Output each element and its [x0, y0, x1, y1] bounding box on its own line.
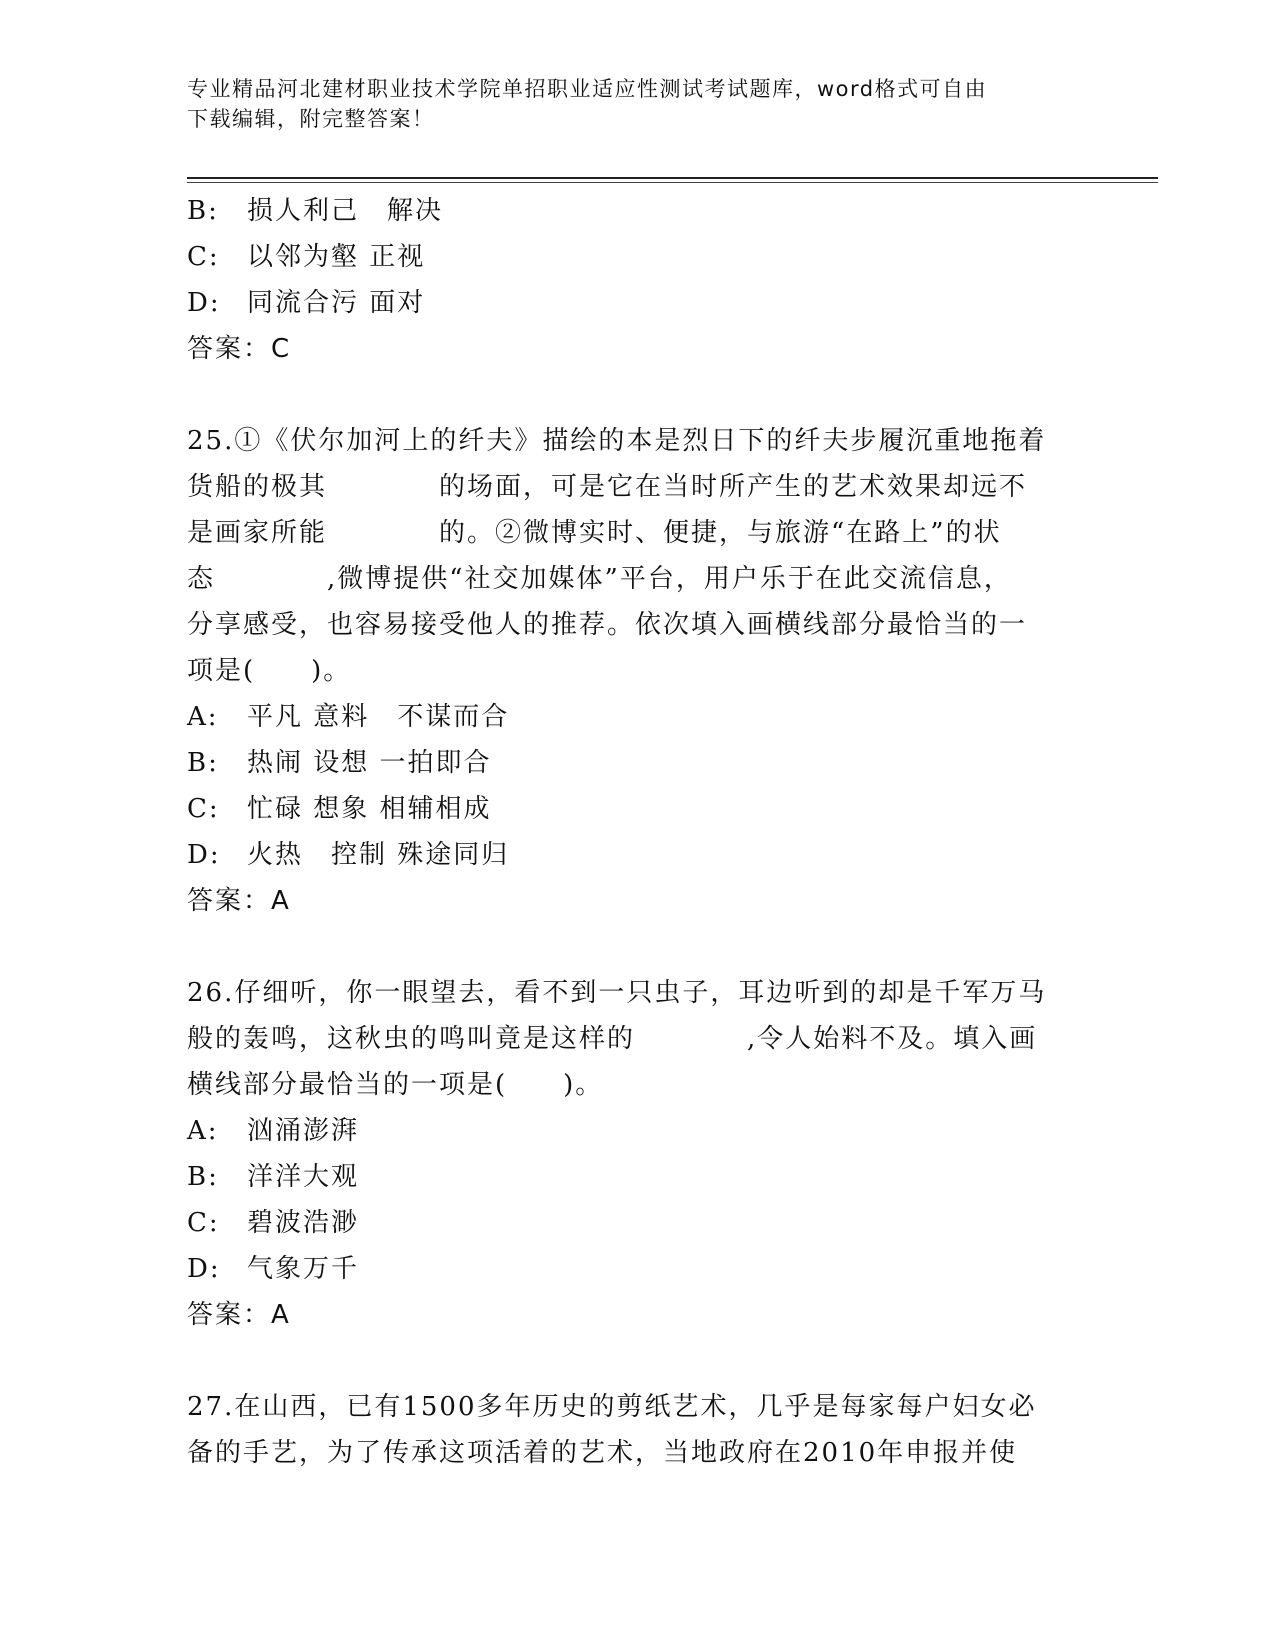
option-text: 汹涌澎湃	[247, 1116, 360, 1146]
option-text: 洋洋大观	[247, 1162, 360, 1192]
option-b	[187, 740, 1087, 786]
option-d	[187, 1246, 1087, 1292]
option-letter: A:	[187, 702, 219, 732]
option-text: 同流合污 面对	[247, 288, 426, 318]
header-divider-thin	[187, 182, 1158, 183]
answer-line: 答案：A	[187, 1300, 291, 1330]
option-letter: D:	[187, 840, 221, 870]
option-a	[187, 694, 1087, 740]
question-text-line: 27.在山西，已有1500多年历史的剪纸艺术，几乎是每家每户妇女必	[187, 1392, 1037, 1422]
option-d	[187, 280, 1087, 326]
option-text: 热闹 设想 一拍即合	[247, 748, 492, 778]
option-letter: D:	[187, 1254, 221, 1284]
header-divider	[187, 177, 1158, 179]
answer-line: 答案：A	[187, 886, 291, 916]
spacer	[187, 1338, 1087, 1384]
spacer	[187, 372, 1087, 418]
option-letter: B:	[187, 748, 219, 778]
option-text: 忙碌 想象 相辅相成	[247, 794, 492, 824]
question-content	[187, 188, 1087, 1476]
question-text-line: 横线部分最恰当的一项是( )。	[187, 1070, 604, 1100]
question-text-line: 分享感受，也容易接受他人的推荐。依次填入画横线部分最恰当的一	[187, 610, 1028, 640]
spacer	[187, 924, 1087, 970]
option-c	[187, 234, 1087, 280]
question-text-line: 26.仔细听，你一眼望去，看不到一只虫子，耳边听到的却是千军万马	[187, 978, 1047, 1008]
option-letter: C:	[187, 1208, 220, 1238]
option-text: 碧波浩渺	[247, 1208, 360, 1238]
question-text-line: 备的手艺，为了传承这项活着的艺术，当地政府在2010年申报并使	[187, 1438, 1018, 1468]
question-text-line: 项是( )。	[187, 656, 352, 686]
option-letter: C:	[187, 794, 220, 824]
option-text: 平凡 意料 不谋而合	[247, 702, 510, 732]
option-letter: A:	[187, 1116, 219, 1146]
option-letter: B:	[187, 196, 219, 226]
option-letter: B:	[187, 1162, 219, 1192]
option-c	[187, 1200, 1087, 1246]
option-d	[187, 832, 1087, 878]
question-text-line: 态 ,微博提供“社交加媒体”平台，用户乐于在此交流信息，	[187, 564, 1012, 594]
option-b	[187, 1154, 1087, 1200]
question-text-line: 25.①《伏尔加河上的纤夫》描绘的本是烈日下的纤夫步履沉重地拖着	[187, 426, 1047, 456]
option-letter: C:	[187, 242, 220, 272]
question-text-line: 是画家所能 的。②微博实时、便捷，与旅游“在路上”的状	[187, 518, 1002, 548]
question-text-line: 货船的极其 的场面，可是它在当时所产生的艺术效果却远不	[187, 472, 1028, 502]
option-text: 气象万千	[247, 1254, 360, 1284]
option-text: 以邻为壑 正视	[247, 242, 426, 272]
question-text-line: 般的轰鸣，这秋虫的鸣叫竟是这样的 ,令人始料不及。填入画	[187, 1024, 1038, 1054]
option-a	[187, 1108, 1087, 1154]
answer-line: 答案：C	[187, 334, 292, 364]
header-line-2: 下载编辑，附完整答案！	[187, 107, 435, 131]
option-b	[187, 188, 1087, 234]
header-line-1: 专业精品河北建材职业技术学院单招职业适应性测试考试题库，word格式可自由	[187, 77, 988, 101]
option-c	[187, 786, 1087, 832]
option-text: 损人利己 解决	[247, 196, 444, 226]
option-text: 火热 控制 殊途同归	[247, 840, 510, 870]
document-header	[187, 74, 1087, 134]
option-letter: D:	[187, 288, 221, 318]
